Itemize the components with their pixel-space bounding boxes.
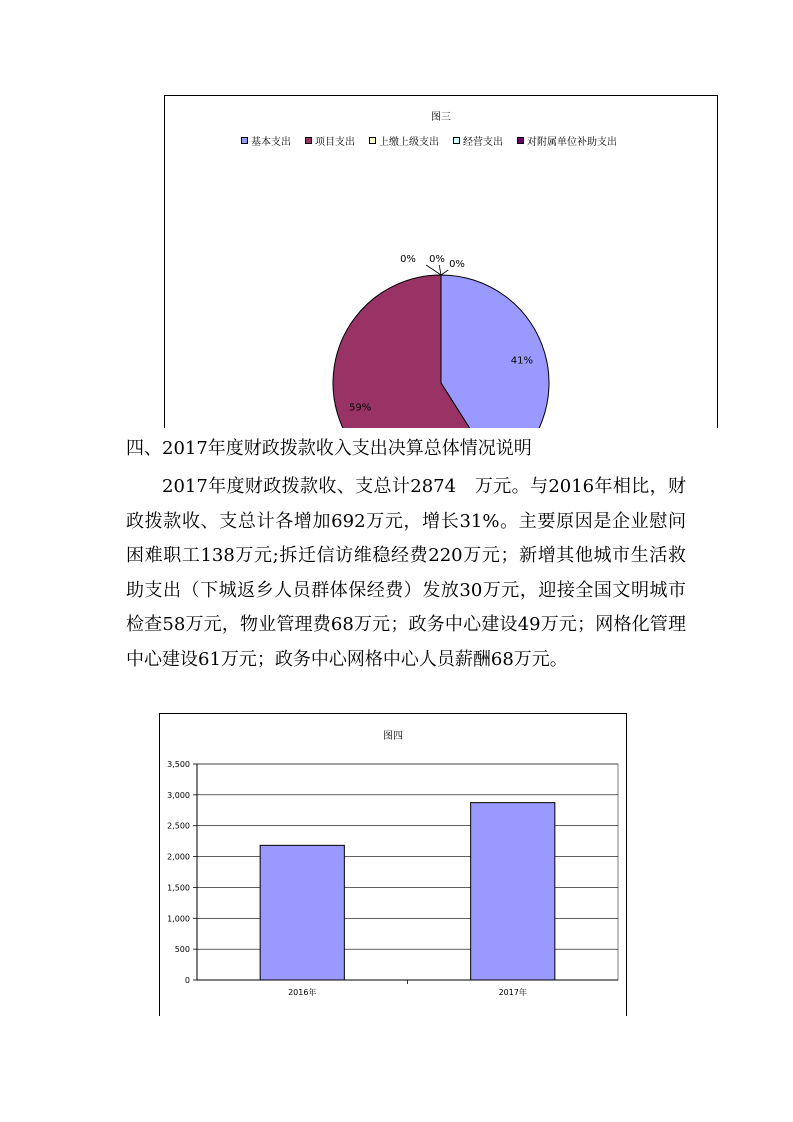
legend-label: 基本支出 (251, 137, 291, 148)
pie-chart (165, 96, 717, 428)
y-tick-label: 1,000 (167, 914, 190, 924)
pie-chart-title: 图三 (431, 112, 451, 123)
bar (471, 803, 555, 980)
y-tick-label: 500 (174, 945, 190, 955)
pie-leader-line (426, 265, 441, 275)
pie-data-label: 59% (348, 402, 372, 414)
bar-chart-frame (159, 713, 627, 1016)
y-tick-label: 2,500 (167, 821, 190, 831)
y-tick-label: 3,000 (167, 790, 190, 800)
legend-label: 项目支出 (315, 137, 355, 148)
pie-leader-line (441, 270, 448, 275)
pie-slice (441, 275, 549, 428)
bar-chart (160, 714, 626, 1016)
x-tick-label: 2017年 (498, 988, 527, 997)
bar (260, 845, 344, 980)
pie-data-label: 0% (400, 254, 416, 265)
bar-chart-title: 图四 (383, 731, 403, 742)
pie-data-label: 0% (449, 259, 465, 270)
y-tick-label: 2,000 (167, 852, 190, 862)
y-tick-label: 0 (184, 976, 190, 985)
pie-chart-frame (164, 95, 718, 428)
x-tick-label: 2016年 (288, 988, 317, 997)
y-tick-label: 1,500 (167, 883, 190, 893)
body-paragraph: 2017年度财政拨款收、支总计2874 万元。与2016年相比，财政拨款收、支总计各增加692万元，增长31%。主要原因是企业慰问困难职工138万元;拆迁信访维稳经费220万元；新增其他城市生活救助支出（下城返乡人员群体保经费）发放30万元，迎接全国文明城市检查58万元，物业管理费68万元；政务中心建设49万元；网格化管理中心建设61万元；政务中心网格中心人员薪酬68万元。 (126, 476, 686, 670)
pie-data-label: 0% (429, 254, 445, 265)
legend-label: 经营支出 (463, 137, 503, 148)
pie-data-label: 41% (510, 355, 534, 367)
y-tick-label: 3,500 (167, 760, 190, 769)
section-heading: 四、2017年度财政拨款收入支出决算总体情况说明 (126, 438, 532, 459)
legend-label: 对附属单位补助支出 (527, 137, 617, 148)
legend-label: 上缴上级支出 (379, 137, 439, 148)
